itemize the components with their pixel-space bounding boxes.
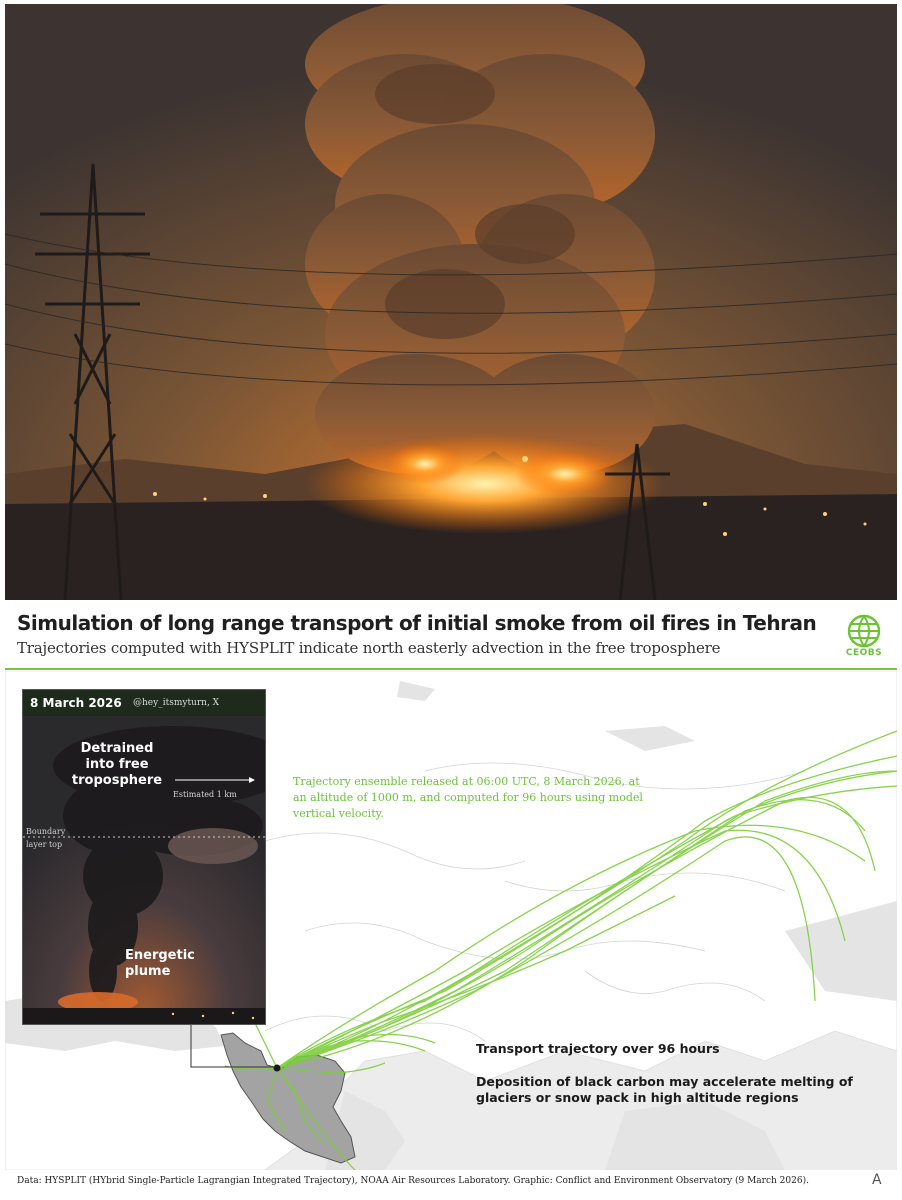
label-detrained: Detrained into free troposphere (71, 741, 163, 788)
source-footer: Data: HYSPLIT (HYbrid Single-Particle Lagrangian Integrated Trajectory), NOAA Air Resources Laboratory. Graphic: Conflict and Environment Observatory (9 March 2026). (17, 1176, 809, 1186)
label-energetic-plume: Energetic plume (125, 948, 195, 979)
logo-text: CEOBS (845, 648, 883, 658)
inset-credit: @hey_itsmyturn, X (133, 698, 220, 708)
transport-label: Transport trajectory over 96 hours (476, 1041, 720, 1056)
inset-header (23, 690, 266, 716)
page-subtitle: Trajectories computed with HYSPLIT indicate north easterly advection in the free troposphere (17, 639, 721, 657)
inset-date: 8 March 2026 (30, 696, 122, 710)
plume-inset-photo (22, 689, 266, 1025)
label-estimated: Estimated 1 km (173, 790, 237, 799)
page-title: Simulation of long range transport of initial smoke from oil fires in Tehran (17, 611, 817, 635)
oil-fire-photo (5, 4, 897, 600)
ensemble-note: Trajectory ensemble released at 06:00 UTC, 8 March 2026, at an altitude of 1000 m, and computed for 96 hours using model vertical velocity. (293, 775, 643, 820)
label-boundary-layer: Boundary layer top (26, 827, 66, 849)
tehran-marker (274, 1065, 281, 1072)
corner-mark: A (872, 1172, 882, 1188)
header-divider (5, 668, 897, 670)
deposition-label: Deposition of black carbon may accelerate melting of glaciers or snow pack in high altitude regions (476, 1074, 853, 1105)
